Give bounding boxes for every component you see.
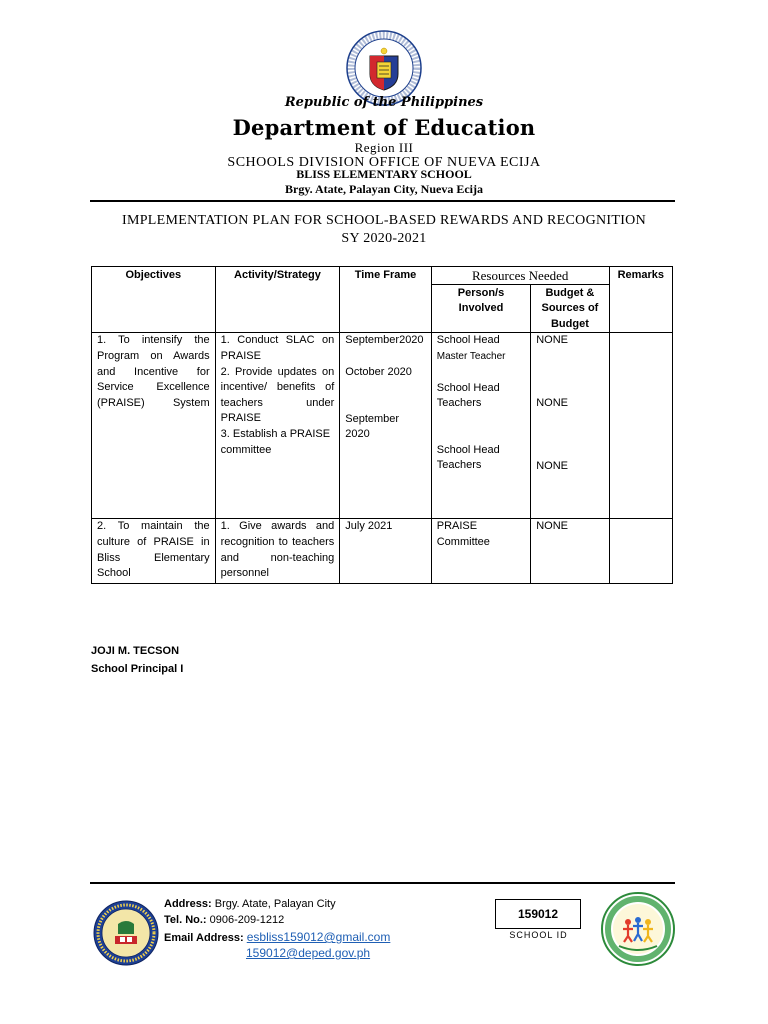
table-row (92, 519, 673, 584)
header-budget: Budget & Sources of Budget (531, 284, 609, 333)
implementation-plan-table (91, 266, 673, 584)
school-logo (93, 900, 159, 966)
signatory-title: School Principal I (91, 663, 184, 675)
signatory-name: JOJI M. TECSON (91, 645, 180, 657)
table-row (92, 333, 673, 519)
activity-cell (215, 519, 340, 584)
person-item: Teachers (436, 459, 482, 472)
email-link-deped[interactable]: 159012@deped.gov.ph (246, 946, 371, 960)
objective-text: 1. To intensify the Program on Awards and Incentive for Service Excellence (PRAISE) System (97, 334, 210, 409)
budget-item: NONE (536, 459, 569, 472)
header-divider (90, 200, 675, 202)
footer-email2-line (246, 946, 370, 960)
header-resources: Resources Needed (431, 267, 609, 285)
activity-cell (215, 333, 340, 519)
budget-item: NONE (536, 334, 569, 347)
objective-text: 2. To maintain the culture of PRAISE in Bliss Elementary School (97, 520, 210, 580)
person-item: PRAISE (436, 520, 478, 533)
footer-tel: 0906-209-1212 (209, 914, 285, 926)
time-frame-item: October 2020 (345, 365, 412, 378)
budget-item: NONE (536, 396, 569, 409)
budget-cell (531, 519, 609, 584)
activity-item: 3. Establish a PRAISE committee (220, 427, 331, 456)
activity-item: 1. Conduct SLAC on PRAISE (220, 334, 335, 362)
person-item: Master Teacher (436, 350, 506, 362)
child-friendly-school-logo (601, 892, 675, 966)
objective-cell (92, 519, 216, 584)
school-id-box: 159012 (495, 899, 581, 929)
region-label: Region III (354, 140, 414, 155)
republic-label: Republic of the Philippines (284, 95, 484, 110)
tel-label: Tel. No.: (164, 914, 207, 926)
school-id-label: SCHOOL ID (509, 930, 568, 940)
objective-cell (92, 333, 216, 519)
person-item: Committee (436, 535, 490, 548)
school-name: BLISS ELEMENTARY SCHOOL (296, 167, 472, 181)
school-address: Brgy. Atate, Palayan City, Nueva Ecija (285, 182, 483, 196)
footer-address: Brgy. Atate, Palayan City (214, 898, 336, 910)
time-frame-item: September2020 (345, 334, 424, 347)
header-time-frame: Time Frame (340, 267, 431, 333)
footer-email-line (164, 930, 390, 944)
address-label: Address: (164, 898, 212, 910)
header-remarks: Remarks (609, 267, 672, 333)
remarks-cell (609, 519, 672, 584)
activity-item: 1. Give awards and recognition to teachers and non-teaching personnel (220, 520, 335, 580)
email-label: Email Address: (164, 932, 244, 944)
budget-item: NONE (536, 520, 569, 533)
header-objectives: Objectives (92, 267, 216, 333)
activity-item: 2. Provide updates on incentive/ benefits of teachers under PRAISE (220, 365, 335, 425)
person-item: School Head (436, 381, 500, 394)
footer-divider (90, 882, 675, 884)
document-title: IMPLEMENTATION PLAN FOR SCHOOL-BASED REWARDS AND RECOGNITION (121, 213, 646, 228)
budget-cell (531, 333, 609, 519)
remarks-cell (609, 333, 672, 519)
time-frame-item: September 2020 (345, 412, 400, 441)
school-year: SY 2020-2021 (341, 231, 427, 246)
persons-cell (431, 519, 531, 584)
persons-cell (431, 333, 531, 519)
footer-address-line (164, 898, 336, 910)
division-office: SCHOOLS DIVISION OFFICE OF NUEVA ECIJA (227, 155, 541, 170)
department-name: Department of Education (232, 115, 536, 140)
time-frame-cell (340, 333, 431, 519)
table-header-row (92, 267, 673, 285)
person-item: Teachers (436, 397, 482, 410)
time-frame-item: July 2021 (345, 520, 393, 533)
person-item: School Head (436, 334, 500, 347)
header-activity: Activity/Strategy (215, 267, 340, 333)
person-item: School Head (436, 443, 500, 456)
footer-tel-line (164, 914, 284, 926)
header-persons: Person/s Involved (431, 284, 531, 333)
time-frame-cell (340, 519, 431, 584)
email-link-gmail[interactable]: esbliss159012@gmail.com (246, 930, 391, 944)
